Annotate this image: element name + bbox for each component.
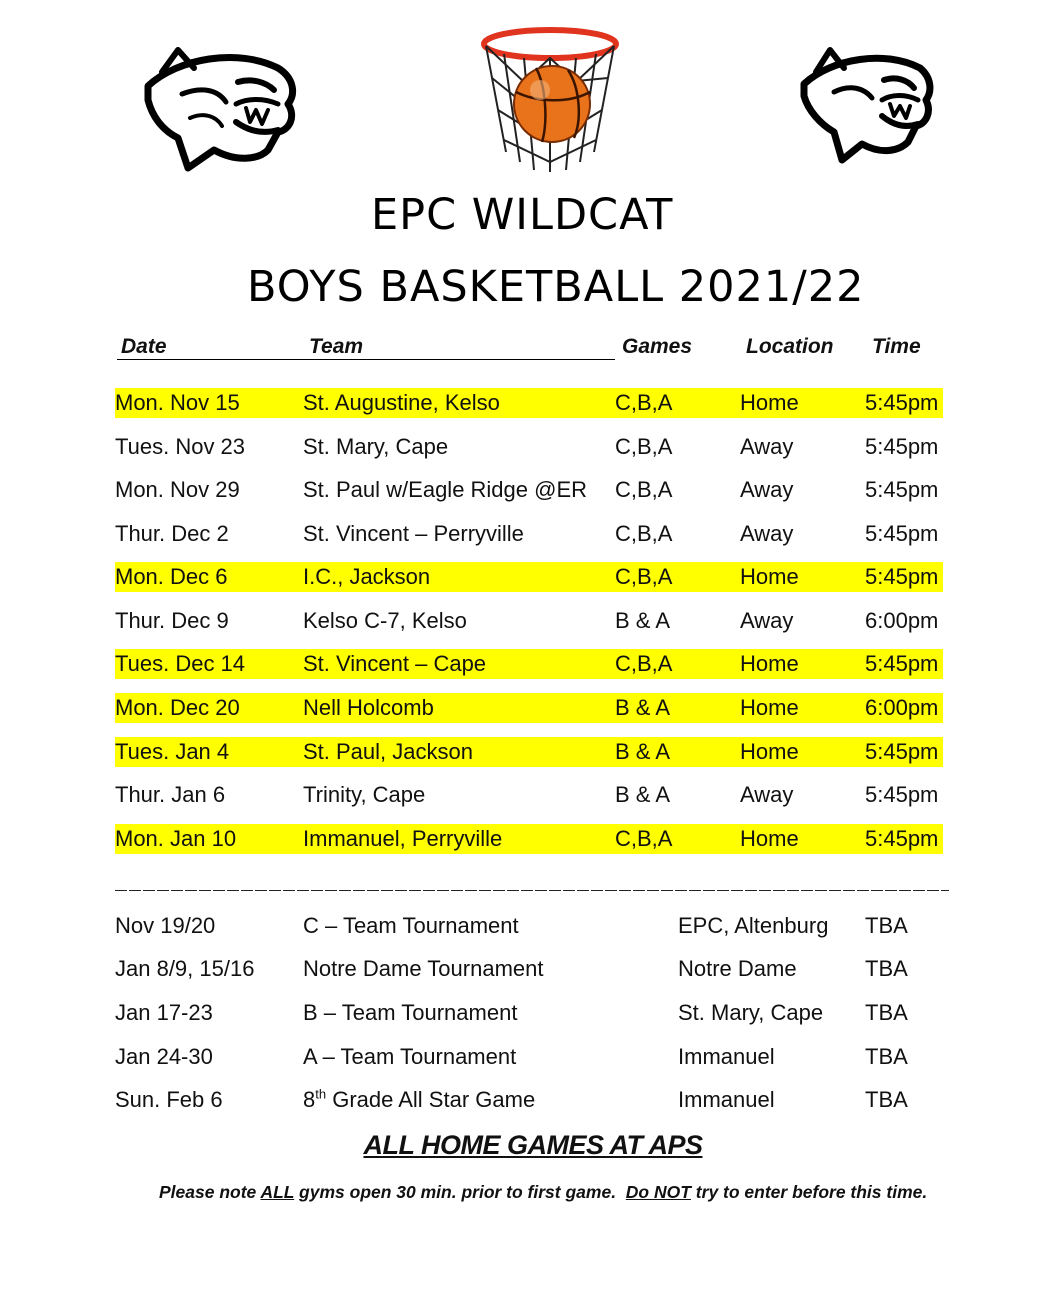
game-date: Mon. Nov 29	[115, 477, 240, 502]
table-row	[115, 1042, 943, 1072]
game-date: Thur. Dec 9	[115, 608, 229, 633]
game-date: Tues. Jan 4	[115, 739, 230, 764]
tournament-time: TBA	[865, 1000, 908, 1025]
game-levels: B & A	[615, 782, 671, 807]
game-team: St. Vincent – Cape	[303, 651, 487, 676]
tournament-time: TBA	[865, 956, 908, 981]
table-row	[115, 432, 943, 462]
tournament-event: B – Team Tournament	[303, 1000, 518, 1025]
tournament-time: TBA	[865, 1087, 908, 1112]
game-time: 5:45pm	[865, 521, 939, 546]
tournament-date: Jan 17-23	[115, 1000, 213, 1025]
page-subtitle: BOYS BASKETBALL 2021/22	[247, 262, 865, 312]
game-levels: C,B,A	[615, 651, 673, 676]
game-levels: C,B,A	[615, 564, 673, 589]
table-row	[115, 519, 943, 549]
game-date: Mon. Nov 15	[115, 390, 240, 415]
game-team: Immanuel, Perryville	[303, 826, 503, 851]
game-levels: C,B,A	[615, 826, 673, 851]
game-time: 5:45pm	[865, 477, 939, 502]
table-row	[115, 954, 943, 984]
home-games-notice: ALL HOME GAMES AT APS	[363, 1130, 703, 1160]
section-divider	[115, 878, 949, 892]
game-team: I.C., Jackson	[303, 564, 431, 589]
table-row	[115, 737, 943, 767]
table-row	[115, 911, 943, 941]
page-title: EPC WILDCAT	[371, 190, 674, 240]
game-location: Away	[740, 782, 794, 807]
game-team: St. Vincent – Perryville	[303, 521, 524, 546]
game-team: Trinity, Cape	[303, 782, 426, 807]
header-underline	[117, 359, 615, 360]
game-team: St. Mary, Cape	[303, 434, 449, 459]
game-location: Away	[740, 434, 794, 459]
tournament-location: St. Mary, Cape	[678, 1000, 824, 1025]
game-time: 5:45pm	[865, 826, 939, 851]
game-levels: B & A	[615, 739, 671, 764]
table-row	[115, 388, 943, 418]
game-time: 5:45pm	[865, 390, 939, 415]
game-date: Thur. Jan 6	[115, 782, 226, 807]
tournament-date: Jan 24-30	[115, 1044, 213, 1069]
table-row	[115, 1085, 943, 1115]
game-levels: C,B,A	[615, 434, 673, 459]
column-header-games: Games	[622, 335, 693, 358]
tournament-time: TBA	[865, 1044, 908, 1069]
game-location: Home	[740, 739, 799, 764]
game-levels: B & A	[615, 608, 671, 633]
game-team: Kelso C-7, Kelso	[303, 608, 467, 633]
game-time: 5:45pm	[865, 651, 939, 676]
game-location: Home	[740, 695, 799, 720]
table-row	[115, 606, 943, 636]
column-header-date: Date	[121, 335, 167, 358]
tournament-location: EPC, Altenburg	[678, 913, 829, 938]
game-levels: B & A	[615, 695, 671, 720]
game-levels: C,B,A	[615, 521, 673, 546]
table-row	[115, 649, 943, 679]
tournament-event: A – Team Tournament	[303, 1044, 517, 1069]
tournament-location: Immanuel	[678, 1044, 775, 1069]
game-location: Home	[740, 826, 799, 851]
gym-open-note: Please note ALL gyms open 30 min. prior to first game. Do NOT try to enter before this time.	[159, 1182, 928, 1202]
game-location: Away	[740, 477, 794, 502]
tournament-date: Jan 8/9, 15/16	[115, 956, 255, 981]
tournament-time: TBA	[865, 913, 908, 938]
game-time: 5:45pm	[865, 782, 939, 807]
game-date: Mon. Dec 6	[115, 564, 228, 589]
game-team: St. Paul, Jackson	[303, 739, 473, 764]
game-time: 6:00pm	[865, 695, 939, 720]
basketball-hoop-icon	[476, 22, 624, 180]
column-header-location: Location	[746, 335, 834, 358]
tournament-date: Sun. Feb 6	[115, 1087, 223, 1112]
table-row	[115, 824, 943, 854]
wildcat-head-icon	[796, 40, 936, 164]
game-time: 5:45pm	[865, 739, 939, 764]
game-time: 6:00pm	[865, 608, 939, 633]
game-levels: C,B,A	[615, 477, 673, 502]
game-location: Away	[740, 608, 794, 633]
tournament-event: 8th Grade All Star Game	[303, 1086, 536, 1112]
table-row	[115, 998, 943, 1028]
wildcat-head-icon	[118, 38, 304, 174]
tournament-location: Notre Dame	[678, 956, 797, 981]
game-date: Tues. Dec 14	[115, 651, 246, 676]
game-time: 5:45pm	[865, 434, 939, 459]
game-team: Nell Holcomb	[303, 695, 434, 720]
tournament-event: Notre Dame Tournament	[303, 956, 544, 981]
table-row	[115, 562, 943, 592]
table-row	[115, 475, 943, 505]
tournament-location: Immanuel	[678, 1087, 775, 1112]
tournament-date: Nov 19/20	[115, 913, 216, 938]
game-date: Tues. Nov 23	[115, 434, 246, 459]
game-team: St. Paul w/Eagle Ridge @ER	[303, 477, 588, 502]
tournament-event: C – Team Tournament	[303, 913, 519, 938]
game-location: Home	[740, 390, 799, 415]
column-header-time: Time	[872, 335, 921, 358]
column-header-team: Team	[309, 335, 364, 358]
game-location: Home	[740, 651, 799, 676]
game-levels: C,B,A	[615, 390, 673, 415]
table-row	[115, 780, 943, 810]
game-team: St. Augustine, Kelso	[303, 390, 500, 415]
game-location: Home	[740, 564, 799, 589]
table-row	[115, 693, 943, 723]
game-date: Thur. Dec 2	[115, 521, 229, 546]
game-location: Away	[740, 521, 794, 546]
game-time: 5:45pm	[865, 564, 939, 589]
game-date: Mon. Dec 20	[115, 695, 240, 720]
game-date: Mon. Jan 10	[115, 826, 237, 851]
